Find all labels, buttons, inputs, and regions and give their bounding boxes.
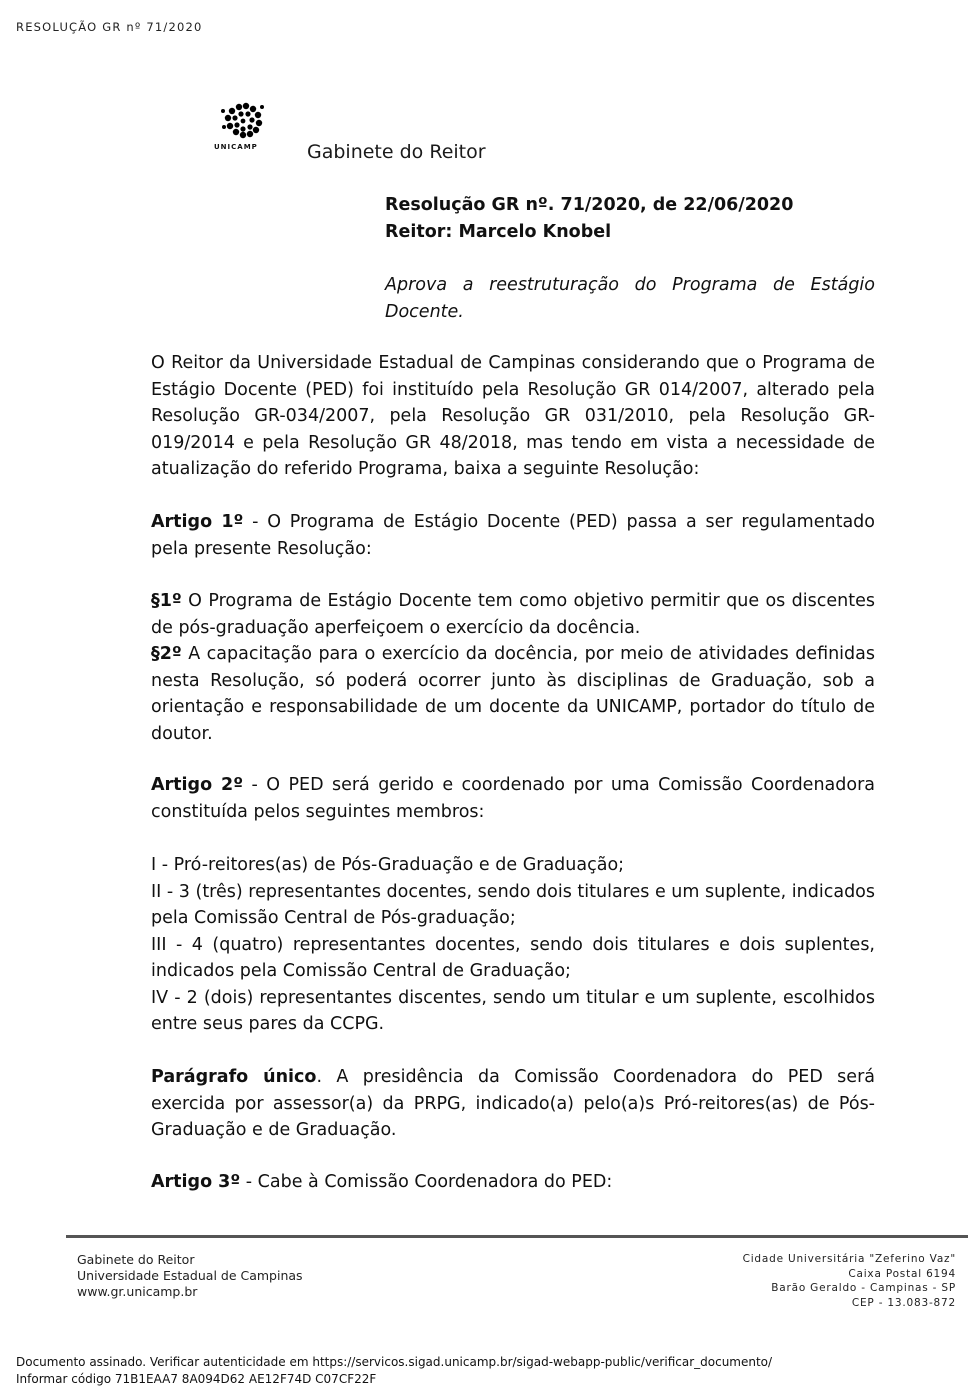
paragraph-1: [151, 588, 875, 641]
paragraph-1-text: O Programa de Estágio Docente tem como objetivo permitir que os discentes de pós-graduação aperfeiçoem o exercício da docência.: [151, 591, 875, 638]
article-1-label: Artigo 1º: [151, 512, 244, 532]
document-header-tag: RESOLUÇÃO GR nº 71/2020: [16, 20, 203, 34]
footer-po-box: Caixa Postal 6194: [848, 1267, 956, 1280]
footer-campus: Cidade Universitária "Zeferino Vaz": [742, 1253, 956, 1265]
footer-divider: [66, 1235, 968, 1238]
resolution-number: Resolução GR nº. 71/2020, de 22/06/2020: [385, 195, 794, 215]
article-1-paragraphs: [151, 588, 875, 747]
logo-text: UNICAMP: [214, 143, 258, 151]
signature-verification-url[interactable]: Documento assinado. Verificar autenticidade em https://servicos.sigad.unicamp.br/sigad-webapp-public/verificar_documento/: [16, 1355, 773, 1369]
article-3-label: Artigo 3º: [151, 1172, 241, 1192]
article-2-label: Artigo 2º: [151, 775, 244, 795]
footer-website-link[interactable]: www.gr.unicamp.br: [77, 1284, 198, 1299]
paragrafo-unico-label: Parágrafo único: [151, 1067, 317, 1087]
intro-paragraph: O Reitor da Universidade Estadual de Campinas considerando que o Programa de Estágio Docente (PED) foi instituído pela Resolução GR 014/2007, alterado pela Resolução GR-034/2007, pela Resolução GR 031/2010, pela Resolução GR-019/2014 e pela Resolução GR 48/2018, mas tendo em vista a necessidade de atualização do referido Programa, baixa a seguinte Resolução:: [151, 353, 875, 479]
inciso-item: III - 4 (quatro) representantes docentes, sendo dois titulares e dois suplentes, indicados pela Comissão Central de Graduação;: [151, 934, 875, 981]
paragraph-1-label: §1º: [151, 591, 182, 611]
article-2-text: - O PED será gerido e coordenado por uma Comissão Coordenadora constituída pelos seguintes membros:: [151, 775, 875, 822]
article-3-text: - Cabe à Comissão Coordenadora do PED:: [240, 1172, 613, 1192]
signature-code: Informar código 71B1EAA7 8A094D62 AE12F74D C07CF22F: [16, 1372, 377, 1386]
paragraph-2: [151, 641, 875, 747]
paragrafo-unico: [151, 1064, 875, 1144]
paragrafo-unico-text: . A presidência da Comissão Coordenadora do PED será exercida por assessor(a) da PRPG, indicado(a) pelo(a)s Pró-reitores(as) de Pós-Graduação e de Graduação.: [151, 1067, 875, 1140]
article-1-text: - O Programa de Estágio Docente (PED) passa a ser regulamentado pela presente Resolução:: [151, 512, 875, 559]
incisos-list: [151, 852, 875, 1038]
inciso-item: II - 3 (três) representantes docentes, sendo dois titulares e um suplente, indicados pela Comissão Central de Pós-graduação;: [151, 881, 875, 928]
inciso-item: IV - 2 (dois) representantes discentes, sendo um titular e um suplente, escolhidos entre seus pares da CCPG.: [151, 987, 875, 1034]
article-3: [151, 1169, 875, 1196]
footer-district: Barão Geraldo - Campinas - SP: [771, 1282, 956, 1294]
inciso-item: I - Pró-reitores(as) de Pós-Graduação e de Graduação;: [151, 855, 625, 875]
footer-university: Universidade Estadual de Campinas: [77, 1268, 303, 1283]
footer-address: [743, 1252, 956, 1310]
footer-office-info: [77, 1252, 303, 1300]
resolution-summary: Aprova a reestruturação do Programa de Estágio Docente.: [385, 275, 875, 322]
office-title: Gabinete do Reitor: [307, 141, 486, 163]
footer-postal-code: CEP - 13.083-872: [851, 1296, 956, 1309]
article-1: [151, 509, 875, 562]
paragraph-2-label: §2º: [151, 644, 182, 664]
article-2: [151, 772, 875, 825]
footer-office: Gabinete do Reitor: [77, 1252, 195, 1267]
paragraph-2-text: A capacitação para o exercício da docência, por meio de atividades definidas nesta Resolução, só poderá ocorrer junto às disciplinas de Graduação, sob a orientação e responsabilidade de um docente da UNICAMP, portador do título de doutor.: [151, 644, 875, 744]
rector-name: Reitor: Marcelo Knobel: [385, 222, 612, 242]
